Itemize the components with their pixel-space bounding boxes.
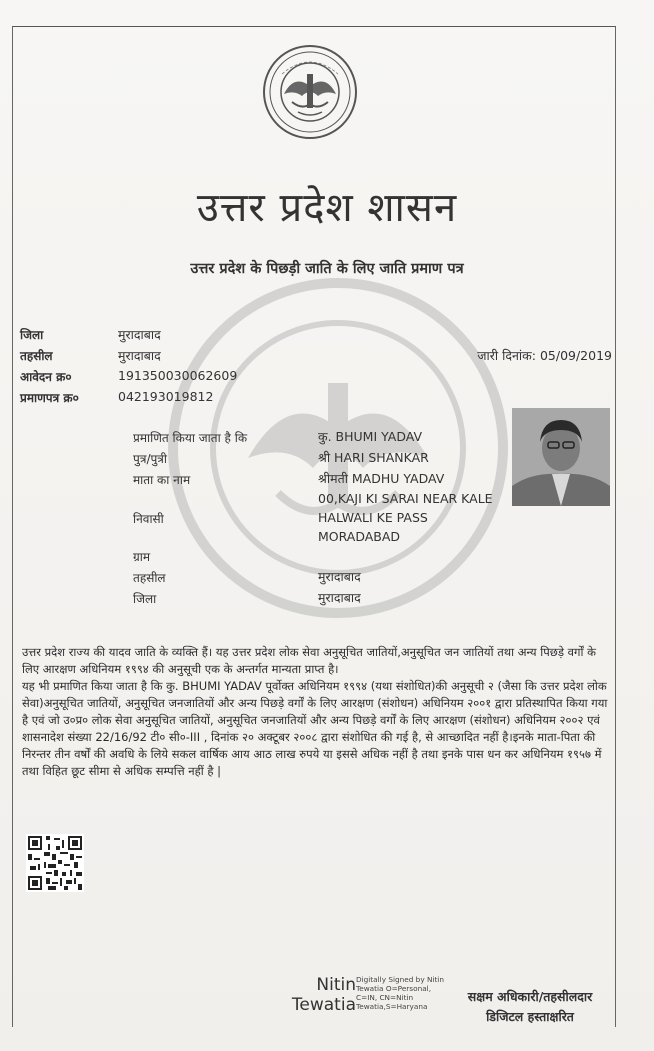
address-line-1: 00,KAJI KI SARAI NEAR KALE: [318, 491, 493, 506]
tehsil-value: मुरादाबाद: [118, 348, 161, 363]
signature-details: [356, 975, 456, 1011]
parent-label: पुत्र/पुत्री: [133, 452, 168, 466]
body-paragraph-1: उत्तर प्रदेश राज्य की यादव जाति के व्यक्ति हैं। यह उत्तर प्रदेश लोक सेवा अनुसूचित जातियों,अनुसूचित जन जातियों तथा अन्य पिछड़े वर्गों के लिए आरक्षण अधिनियम १९९४ की अनुसूची एक के अन्तर्गत मान्यता प्राप्त है।: [22, 645, 596, 676]
father-name: श्री HARI SHANKAR: [318, 450, 429, 465]
village-label: ग्राम: [133, 550, 151, 564]
signer-first-name: Nitin: [316, 975, 356, 995]
applicant-name: कु. BHUMI YADAV: [318, 429, 423, 444]
district-label: जिला: [20, 328, 44, 342]
application-number-label: आवेदन क्र०: [20, 370, 72, 384]
district-value: मुरादाबाद: [118, 327, 161, 342]
signer-last-name: Tewatia: [291, 995, 356, 1015]
address-district-label: जिला: [133, 592, 157, 606]
digitally-signed-label: डिजिटल हस्ताक्षरित: [486, 1009, 574, 1024]
digital-signer-name: [278, 975, 356, 1015]
state-emblem-icon: [262, 44, 358, 140]
officer-title: सक्षम अधिकारी/तहसीलदार: [467, 989, 593, 1004]
issue-date: जारी दिनांक: 05/09/2019: [477, 348, 612, 363]
certificate-number-value: 042193019812: [118, 389, 214, 404]
certificate-subtitle: उत्तर प्रदेश के पिछड़ी जाति के लिए जाति प्रमाण पत्र: [190, 261, 464, 277]
signature-detail-line: Tewatia,S=Haryana: [356, 1002, 428, 1011]
applicant-photo: [512, 408, 610, 506]
address-tehsil-value: मुरादाबाद: [318, 569, 361, 584]
signature-detail-line: Digitally Signed by Nitin: [356, 975, 444, 984]
mother-label: माता का नाम: [133, 473, 191, 487]
certificate-number-label: प्रमाणपत्र क्र०: [20, 391, 79, 405]
resident-label: निवासी: [133, 512, 164, 526]
address-line-2: HALWALI KE PASS: [318, 510, 428, 525]
tehsil-label: तहसील: [20, 349, 53, 363]
page-title: उत्तर प्रदेश शासन: [196, 185, 458, 231]
certificate-body: [22, 644, 612, 780]
certified-label: प्रमाणित किया जाता है कि: [133, 431, 248, 445]
signature-detail-line: Tewatia O=Personal,: [356, 984, 432, 993]
address-line-3: MORADABAD: [318, 529, 401, 544]
address-district-value: मुरादाबाद: [318, 590, 361, 605]
qr-code-icon: [26, 834, 84, 892]
signature-detail-line: C=IN, CN=Nitin: [356, 993, 414, 1002]
mother-name: श्रीमती MADHU YADAV: [318, 471, 445, 486]
issuing-officer: [460, 987, 600, 1027]
body-paragraph-2: यह भी प्रमाणित किया जाता है कि कु. BHUMI YADAV पूर्वोक्त अधिनियम १९९४ (यथा संशोधित)की अनुसूची २ (जैसा कि उत्तर प्रदेश लोक सेवा)अनुसूचित जातियों, अनुसूचित जनजातियों और अन्य पिछड़े वर्गों के लिए आरक्षण (संशोधन) अधिनियम २००१ द्वारा प्रतिस्थापित किया गया है एवं जो उ०प्र० लोक सेवा अनुसूचित जातियों, अनुसूचित जनजातियों और अन्य पिछड़े वर्गों के लिए आरक्षण (संशोधन) अधिनियम २००२ एवं शासनादेश संख्या 22/16/92 टी० सी०-III , दिनांक २० अक्टूबर २००८ द्वारा संशोधित की गई है, से आच्छादित नहीं है।इनके माता-पिता की निरन्तर तीन वर्षों की अवधि के लिये सकल वार्षिक आय आठ लाख रुपये या इससे अधिक नहीं है तथा इनके पास धन कर अधिनियम १९५७ में तथा विहित छूट सीमा से अधिक सम्पत्ति नहीं है |: [22, 679, 608, 778]
application-number-value: 191350030062609: [118, 368, 238, 383]
address-tehsil-label: तहसील: [133, 571, 166, 585]
